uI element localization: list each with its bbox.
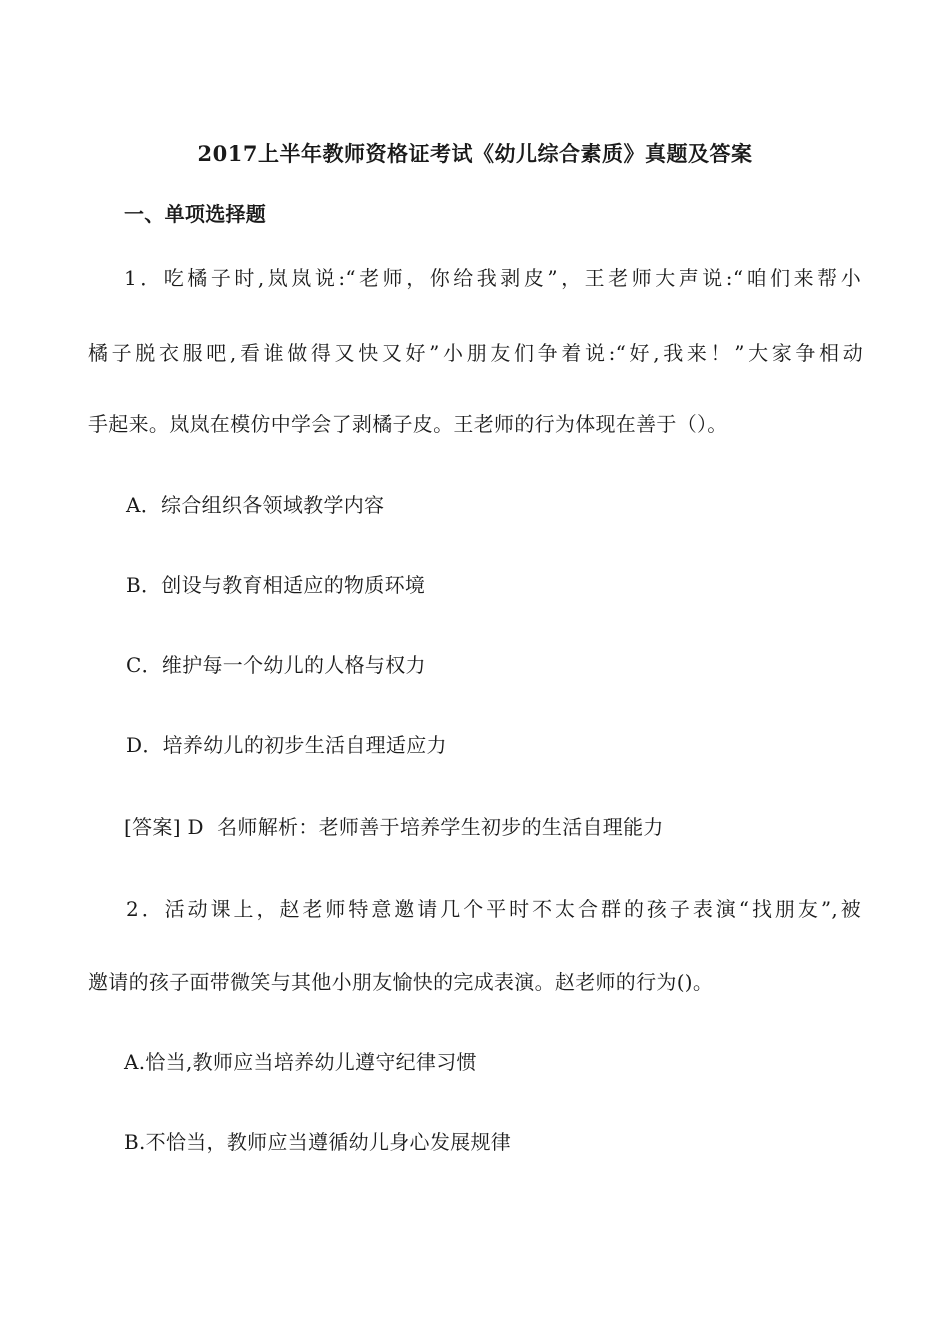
question-2-stem-line-2: 邀请的孩子面带微笑与其他小朋友愉快的完成表演。赵老师的行为()。 — [88, 970, 714, 994]
question-2-option-a: A.恰当,教师应当培养幼儿遵守纪律习惯 — [124, 1050, 477, 1074]
question-1-stem-line-1: 1．吃橘子时,岚岚说:“老师，你给我剥皮”，王老师大声说:“咱们来帮小 — [124, 266, 861, 290]
question-1-answer: [答案] D 名师解析：老师善于培养学生初步的生活自理能力 — [124, 815, 664, 839]
document-title: 2017上半年教师资格证考试《幼儿综合素质》真题及答案 — [197, 141, 753, 166]
question-1-option-d: D．培养幼儿的初步生活自理适应力 — [126, 733, 447, 757]
question-1-option-a: A．综合组织各领域教学内容 — [126, 493, 385, 517]
question-1-option-c: C．维护每一个幼儿的人格与权力 — [126, 653, 426, 677]
question-2-stem-line-1: 2．活动课上，赵老师特意邀请几个平时不太合群的孩子表演“找朋友”,被 — [126, 897, 861, 921]
question-1-option-b: B．创设与教育相适应的物质环境 — [126, 573, 426, 597]
question-1-stem-line-3: 手起来。岚岚在模仿中学会了剥橘子皮。王老师的行为体现在善于（）。 — [88, 412, 728, 436]
question-1-stem-line-2: 橘子脱衣服吧,看谁做得又快又好”小朋友们争着说:“好,我来！”大家争相动 — [88, 341, 863, 365]
section-heading: 一、单项选择题 — [124, 202, 267, 226]
question-2-option-b: B.不恰当，教师应当遵循幼儿身心发展规律 — [124, 1130, 512, 1154]
